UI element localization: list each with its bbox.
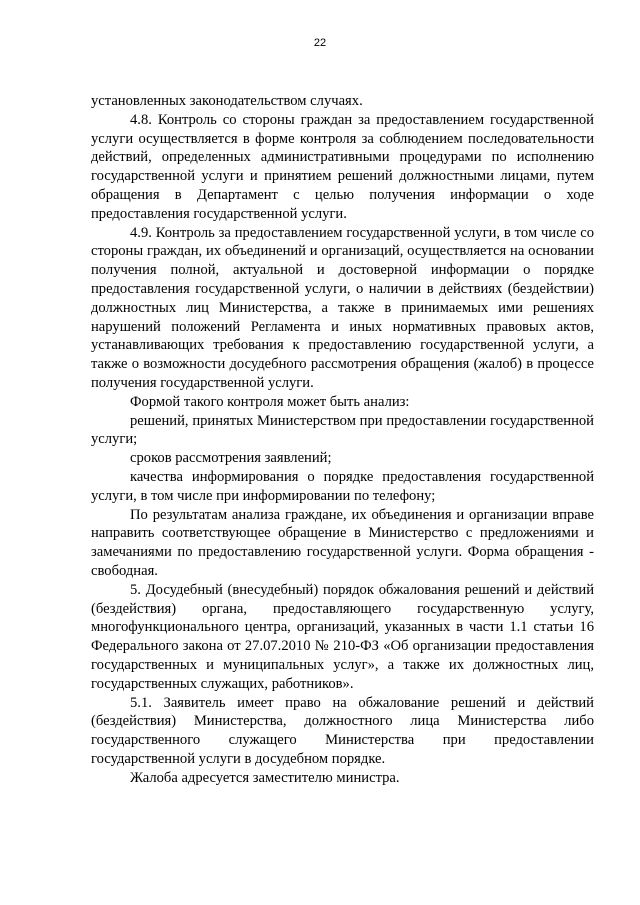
- paragraph-4-9: 4.9. Контроль за предоставлением государственной услуги, в том числе со стороны граждан, их объединений и организаций, осуществляется на основании получения полной, актуальной и достоверной информации о порядке предоставления государственной услуги, о наличии в действиях (бездействии) должностных лиц Министерства, а также в принимаемых ими решениях нарушений положений Регламента и иных нормативных правовых актов, устанавливающих требования к предоставлению государственной услуги, а также о возможности досудебного рассмотрения обращения (жалоб) в процессе получения государственной услуги.: [91, 224, 594, 391]
- paragraph-control-form: Формой такого контроля может быть анализ:: [130, 393, 410, 410]
- paragraph-decisions: решений, принятых Министерством при предоставлении государственной услуги;: [91, 412, 594, 448]
- paragraph-section-5: 5. Досудебный (внесудебный) порядок обжалования решений и действий (бездействия) органа, предоставляющего государственную услугу, многофункционального центра, организаций, указанных в части 1.1 статьи 16 Федерального закона от 27.07.2010 № 210-ФЗ «Об организации предоставления государственных и муниципальных услуг», а также их должностных лиц, государственных служащих, работников».: [91, 581, 594, 692]
- paragraph-informing-quality: качества информирования о порядке предоставления государственной услуги, в том числе при информировании по телефону;: [91, 468, 594, 504]
- page-number: 22: [313, 37, 327, 49]
- paragraph-complaint-addressee: Жалоба адресуется заместителю министра.: [130, 769, 400, 786]
- paragraph-analysis-results: По результатам анализа граждане, их объединения и организации вправе направить соответствующее обращение в Министерство с предложениями и замечаниями по предоставлению государственной услуги. Форма обращения - свободная.: [91, 506, 594, 579]
- paragraph-continuation: установленных законодательством случаях.: [91, 93, 363, 109]
- document-body: [91, 92, 594, 787]
- paragraph-terms: сроков рассмотрения заявлений;: [130, 450, 332, 467]
- paragraph-5-1: 5.1. Заявитель имеет право на обжалование решений и действий (бездействия) Министерства, должностного лица Министерства либо государственного служащего Министерства при предоставлении государственной услуги в досудебном порядке.: [91, 694, 594, 767]
- paragraph-4-8: 4.8. Контроль со стороны граждан за предоставлением государственной услуги осуществляется в форме контроля за соблюдением последовательности действий, определенных административными процедурами по исполнению государственной услуги и принятием решений должностными лицами, путем обращения в Департамент с целью получения информации о ходе предоставления государственной услуги.: [91, 111, 594, 222]
